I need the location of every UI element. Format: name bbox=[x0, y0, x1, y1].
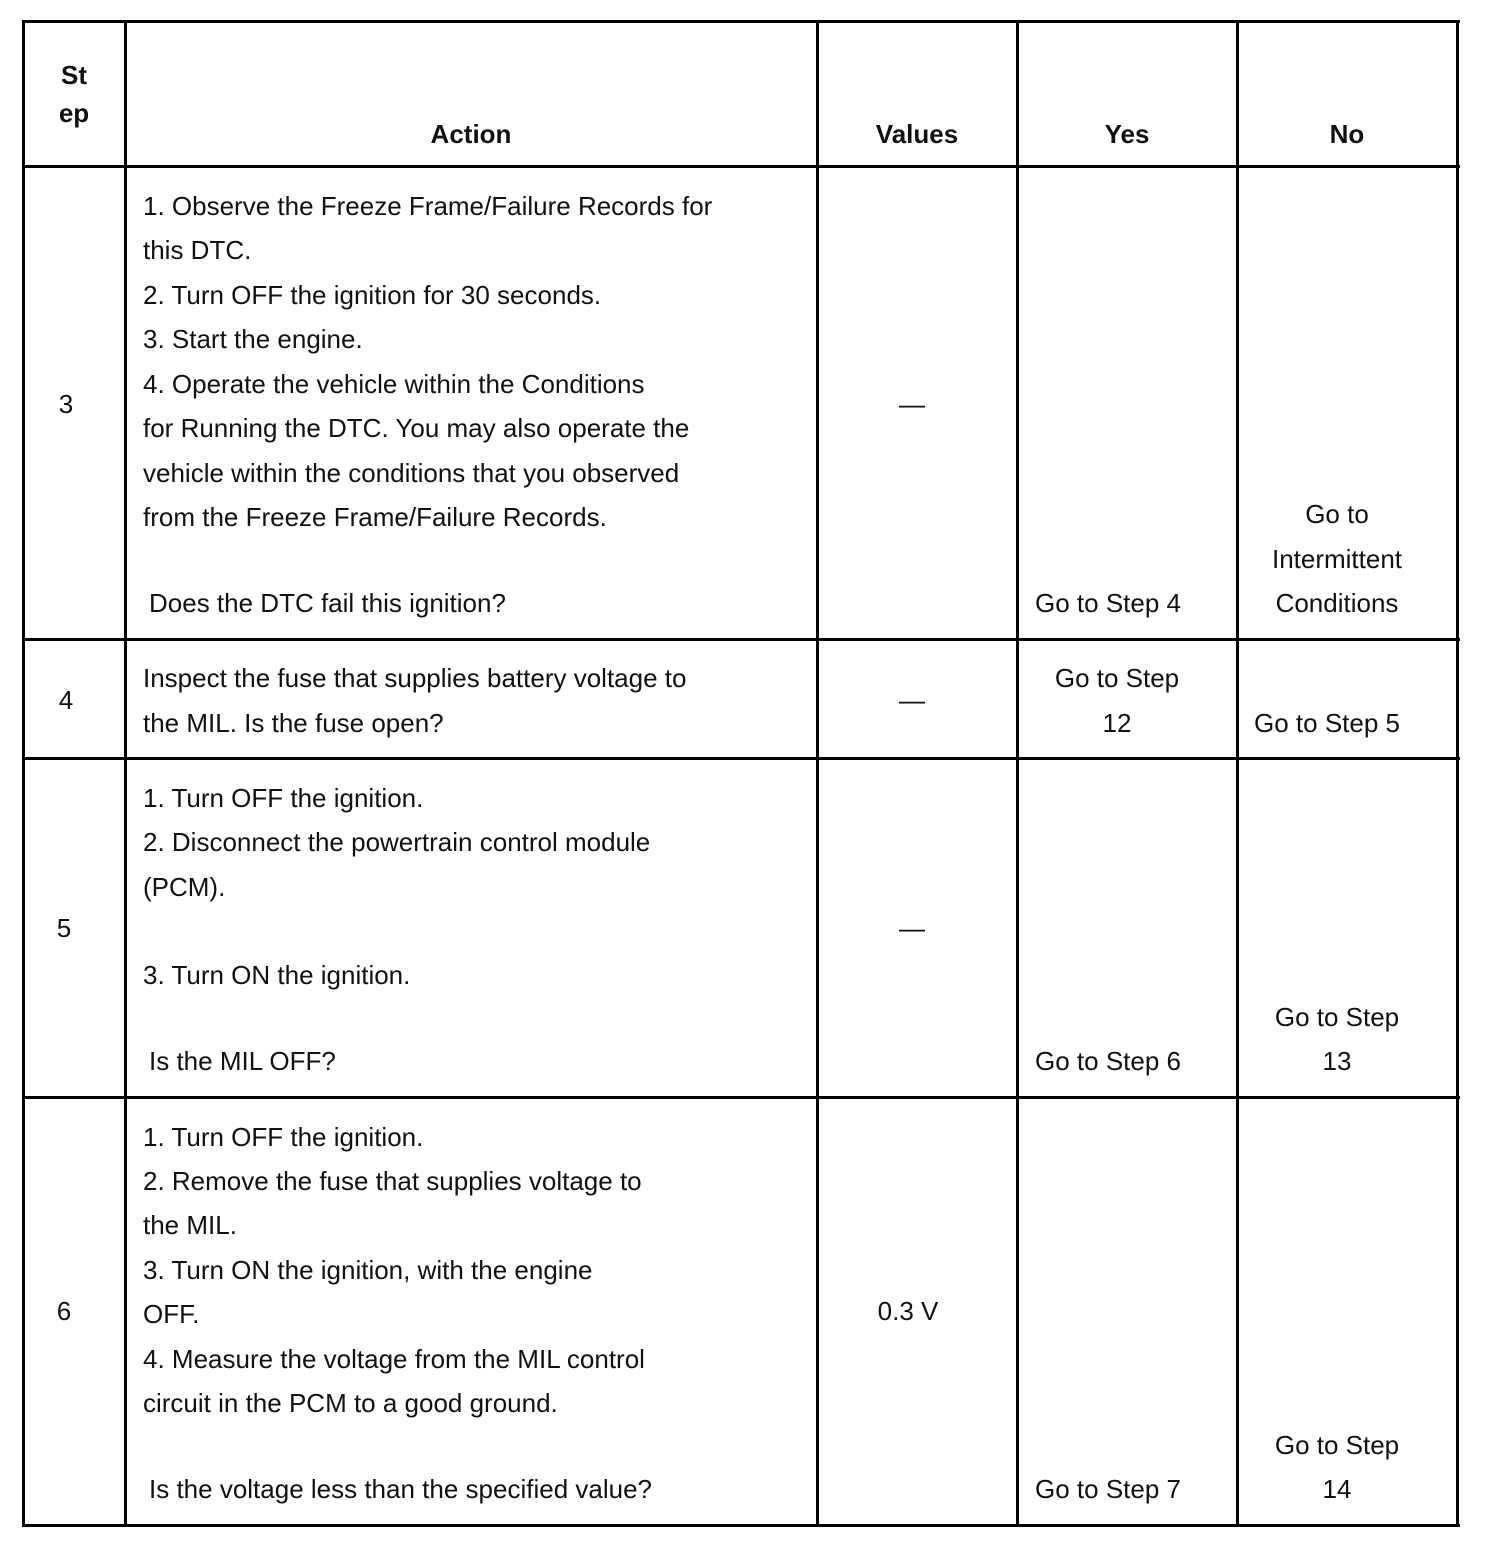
action-line: vehicle within the conditions that you observed bbox=[143, 458, 680, 488]
column-divider bbox=[1236, 20, 1239, 1527]
no-cell-line: Go to bbox=[1305, 499, 1369, 529]
yes-cell: Go to Step 4 bbox=[1035, 588, 1181, 618]
column-divider bbox=[1016, 20, 1019, 1527]
action-line: 3. Turn ON the ignition, with the engine bbox=[143, 1255, 593, 1285]
step-number: 5 bbox=[56, 913, 72, 943]
value-cell: — bbox=[899, 913, 925, 943]
no-cell: Go to Step 5 bbox=[1254, 708, 1400, 738]
header-divider bbox=[22, 165, 1460, 168]
action-line: 2. Disconnect the powertrain control module bbox=[143, 827, 651, 857]
table-border-top bbox=[22, 20, 1460, 23]
action-line: from the Freeze Frame/Failure Records. bbox=[143, 502, 607, 532]
yes-cell: Go to Step 7 bbox=[1035, 1474, 1181, 1504]
no-cell-line: Conditions bbox=[1275, 588, 1399, 618]
yes-cell-line: 12 bbox=[1102, 708, 1132, 738]
table-border-bottom bbox=[22, 1524, 1460, 1527]
action-line: circuit in the PCM to a good ground. bbox=[143, 1388, 558, 1418]
header-values: Values bbox=[875, 119, 959, 149]
column-divider bbox=[124, 20, 127, 1527]
action-line: the MIL. bbox=[143, 1210, 237, 1240]
step-number: 3 bbox=[58, 389, 74, 419]
header-yes: Yes bbox=[1104, 119, 1150, 149]
action-line: 4. Operate the vehicle within the Conditions bbox=[143, 369, 645, 399]
value-cell: 0.3 V bbox=[877, 1296, 939, 1326]
row-divider bbox=[22, 638, 1460, 641]
value-cell: — bbox=[899, 685, 925, 715]
action-line: 3. Start the engine. bbox=[143, 324, 363, 354]
action-line: Inspect the fuse that supplies battery voltage to bbox=[143, 663, 687, 693]
action-line: 1. Turn OFF the ignition. bbox=[143, 783, 424, 813]
row-divider bbox=[22, 1096, 1460, 1099]
action-question: Is the voltage less than the specified value? bbox=[149, 1474, 652, 1504]
no-cell-line: Go to Step bbox=[1274, 1002, 1400, 1032]
step-number: 6 bbox=[56, 1296, 72, 1326]
action-line: 4. Measure the voltage from the MIL control bbox=[143, 1344, 645, 1374]
action-question: Does the DTC fail this ignition? bbox=[149, 588, 506, 618]
action-line: 2. Turn OFF the ignition for 30 seconds. bbox=[143, 280, 602, 310]
no-cell-line: 13 bbox=[1322, 1046, 1352, 1076]
action-line: the MIL. Is the fuse open? bbox=[143, 708, 444, 738]
action-line: 2. Remove the fuse that supplies voltage to bbox=[143, 1166, 642, 1196]
no-cell-line: Go to Step bbox=[1274, 1430, 1400, 1460]
no-cell-line: 14 bbox=[1322, 1474, 1352, 1504]
row-divider bbox=[22, 757, 1460, 760]
header-action: Action bbox=[430, 119, 512, 149]
no-cell-line: Intermittent bbox=[1271, 544, 1403, 574]
action-line: 1. Turn OFF the ignition. bbox=[143, 1122, 424, 1152]
header-step-line1: St bbox=[61, 60, 87, 90]
action-line: OFF. bbox=[143, 1299, 200, 1329]
table-border-right bbox=[1456, 20, 1459, 1527]
action-line: for Running the DTC. You may also operate the bbox=[143, 413, 690, 443]
action-line: (PCM). bbox=[143, 872, 226, 902]
step-number: 4 bbox=[58, 685, 74, 715]
action-line: this DTC. bbox=[143, 235, 252, 265]
header-no: No bbox=[1329, 119, 1365, 149]
action-line: 1. Observe the Freeze Frame/Failure Records for bbox=[143, 191, 713, 221]
action-line: 3. Turn ON the ignition. bbox=[143, 960, 411, 990]
header-step-line2: ep bbox=[58, 98, 90, 128]
value-cell: — bbox=[899, 389, 925, 419]
yes-cell-line: Go to Step bbox=[1054, 663, 1180, 693]
action-question: Is the MIL OFF? bbox=[149, 1046, 336, 1076]
yes-cell: Go to Step 6 bbox=[1035, 1046, 1181, 1076]
